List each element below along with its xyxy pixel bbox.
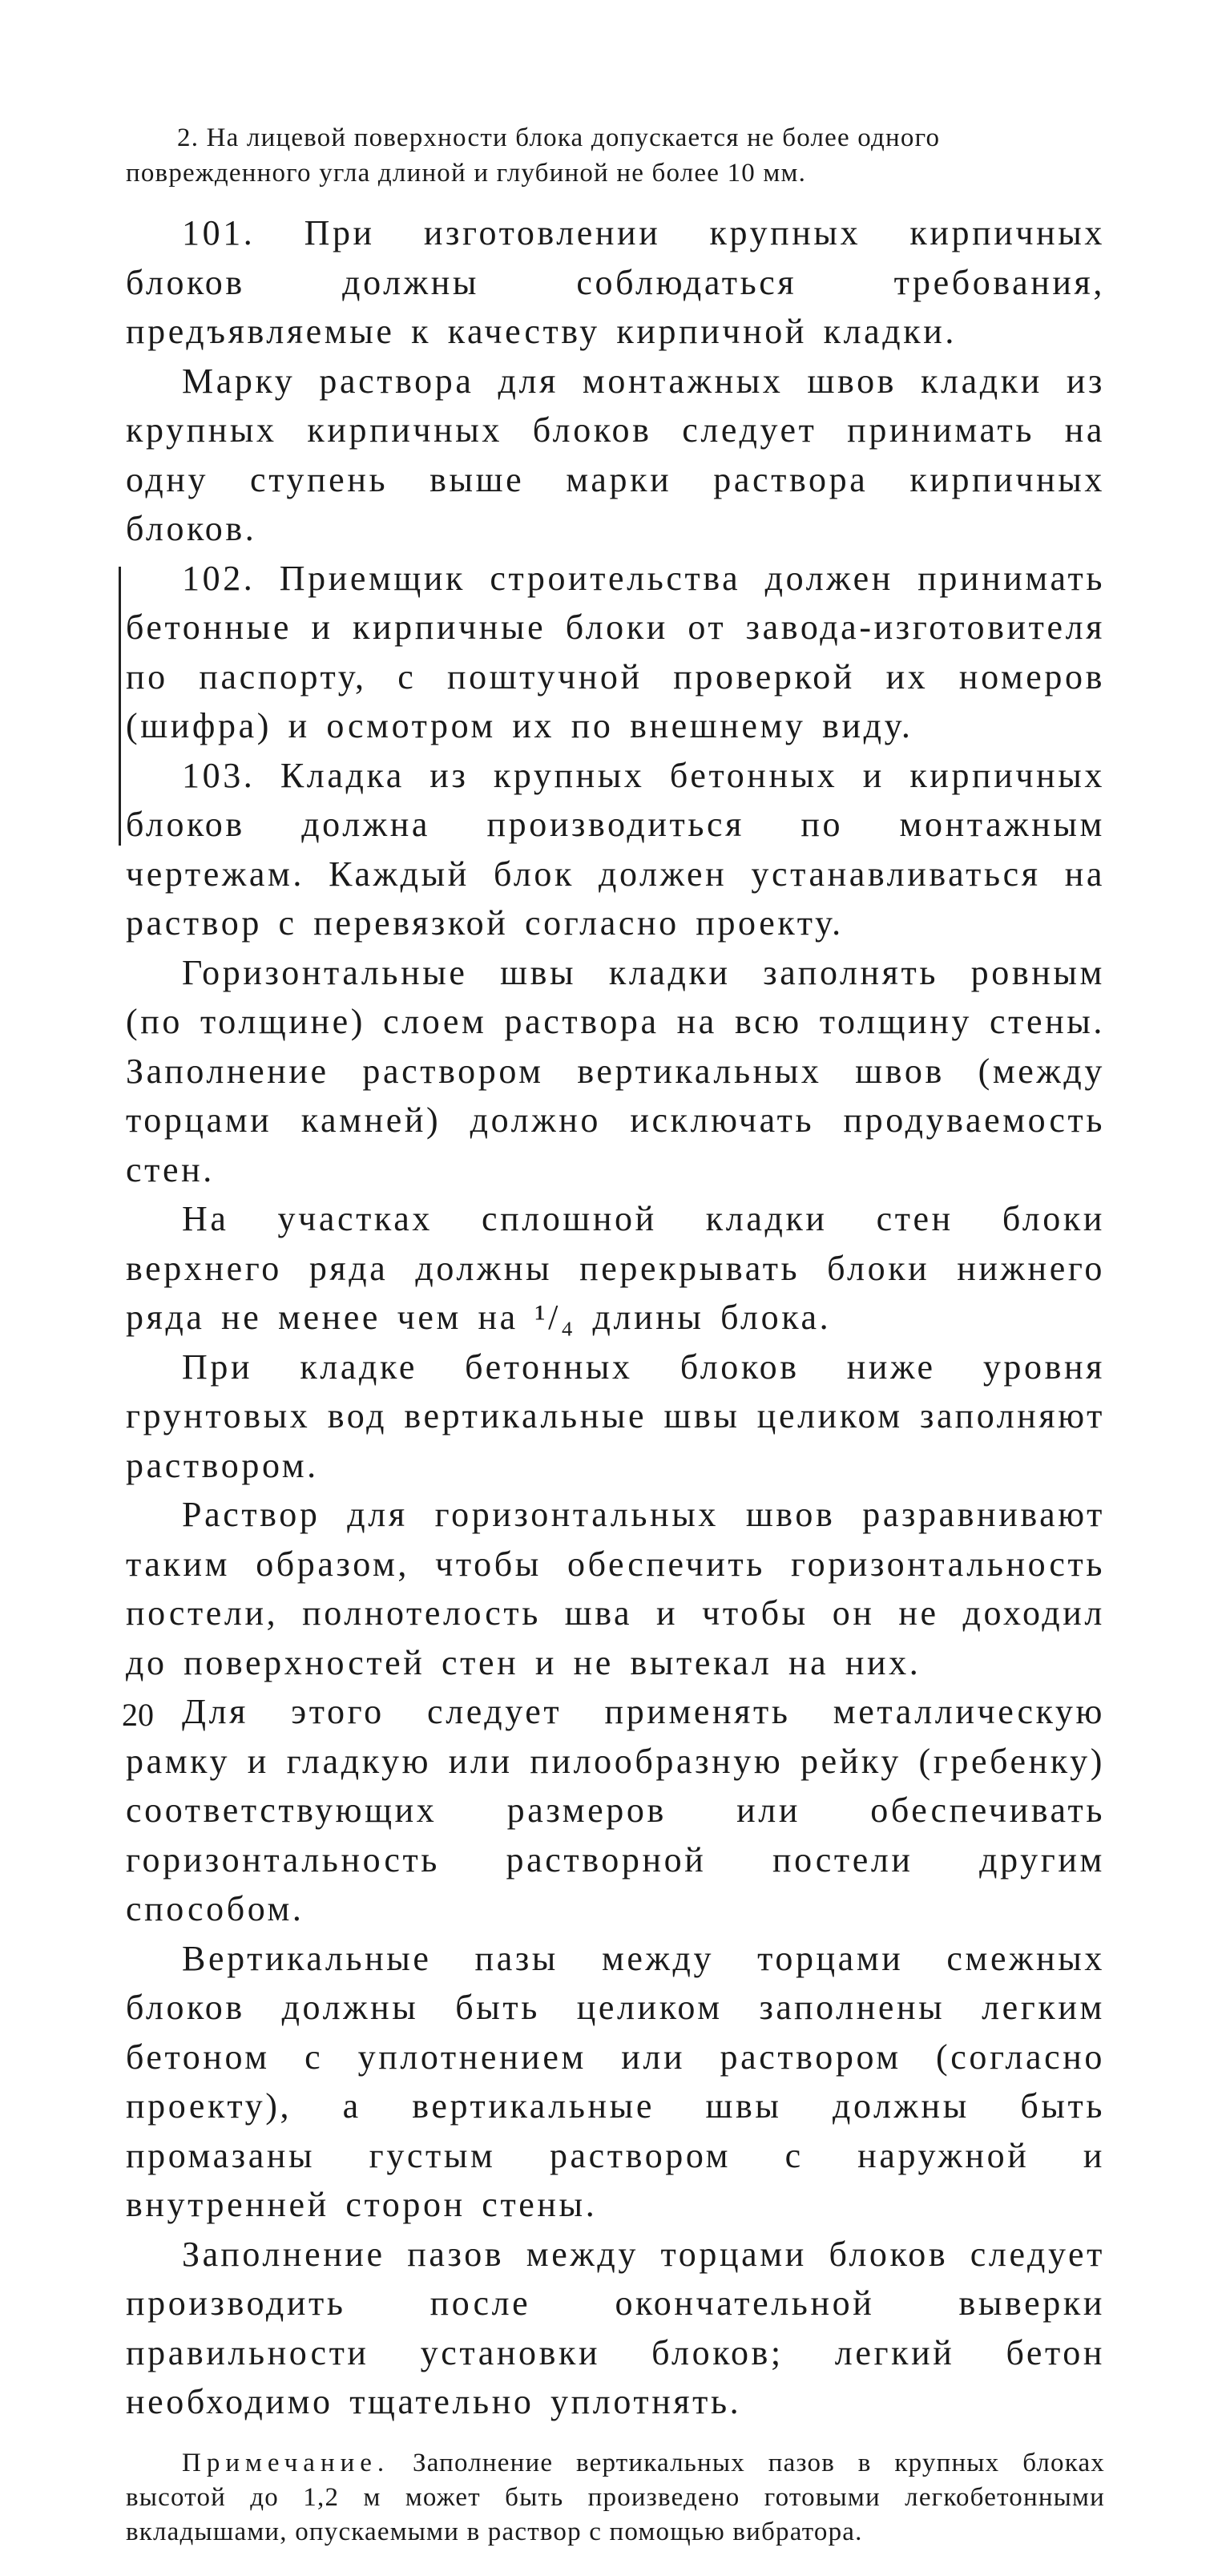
paragraph-mortar-leveling: Раствор для горизонтальных швов разравнивают таким образом, чтобы обеспечить горизонтальность постели, полнотелость шва и чтобы он не доходил до поверхностей стен и не вытекал на них. — [126, 1495, 1105, 1682]
page-number: 20 — [122, 1697, 154, 1733]
paragraph-tools: Для этого следует применять металлическую рамку и гладкую или пилообразную рейку (гребенку) соответствующих размеров или обеспечивать горизонтальность растворной постели другим способом. — [126, 1692, 1105, 1928]
intro-note-line1: 2. На лицевой поверхности блока допускается не более одного — [177, 123, 941, 152]
paragraph-mortar-grade: Марку раствора для монтажных швов кладки из крупных кирпичных блоков следует принимать на одну ступень выше марки раствора кирпичных блоков. — [126, 361, 1105, 548]
paragraph-103: 103. Кладка из крупных бетонных и кирпичных блоков должна производиться по монтажным чертежам. Каждый блок должен устанавливаться на раствор с перевязкой согласно проекту. — [126, 755, 1105, 943]
paragraph-102: 102. Приемщик строительства должен принимать бетонные и кирпичные блоки от завода-изготовителя по паспорту, с поштучной проверкой их номеров (шифра) и осмотром их по внешнему виду. — [126, 558, 1105, 745]
paragraph-101: 101. При изготовлении крупных кирпичных блоков должны соблюдаться требования, предъявляемые к качеству кирпичной кладки. — [126, 213, 1105, 351]
paragraph-overlap: На участках сплошной кладки стен блоки верхнего ряда должны перекрывать блоки нижнего ряда не менее чем на ¹/₄ длины блока. — [126, 1199, 1105, 1337]
intro-note-line2: поврежденного угла длиной и глубиной не более 10 мм. — [126, 159, 807, 188]
paragraph-horizontal-joints: Горизонтальные швы кладки заполнять ровным (по толщине) слоем раствора на всю толщину стены. Заполнение раствором вертикальных швов (между торцами камней) должно исключать продуваемость стен. — [126, 952, 1105, 1189]
footnote-label: Примечание. — [182, 2448, 390, 2477]
paragraph-vertical-grooves: Вертикальные пазы между торцами смежных блоков должны быть целиком заполнены легким бетоном с уплотнением или раствором (согласно проекту), а вертикальные швы должны быть промазаны густым раствором с наружной и внутренней сторон стены. — [126, 1938, 1105, 2224]
margin-change-bar — [119, 567, 121, 846]
main-text — [126, 208, 1105, 2427]
intro-note — [126, 120, 1105, 191]
paragraph-groundwater: При кладке бетонных блоков ниже уровня грунтовых вод вертикальные швы целиком заполняют раствором. — [126, 1347, 1105, 1485]
footnote — [126, 2446, 1105, 2550]
page-content — [126, 120, 1105, 2576]
paragraph-groove-filling: Заполнение пазов между торцами блоков следует производить после окончательной выверки правильности установки блоков; легкий бетон необходимо тщательно уплотнять. — [126, 2234, 1105, 2421]
footnote-text: Заполнение вертикальных пазов в крупных блоках высотой до 1,2 м может быть произведено готовыми легкобетонными вкладышами, опускаемыми в раствор с помощью вибратора. — [126, 2448, 1106, 2546]
